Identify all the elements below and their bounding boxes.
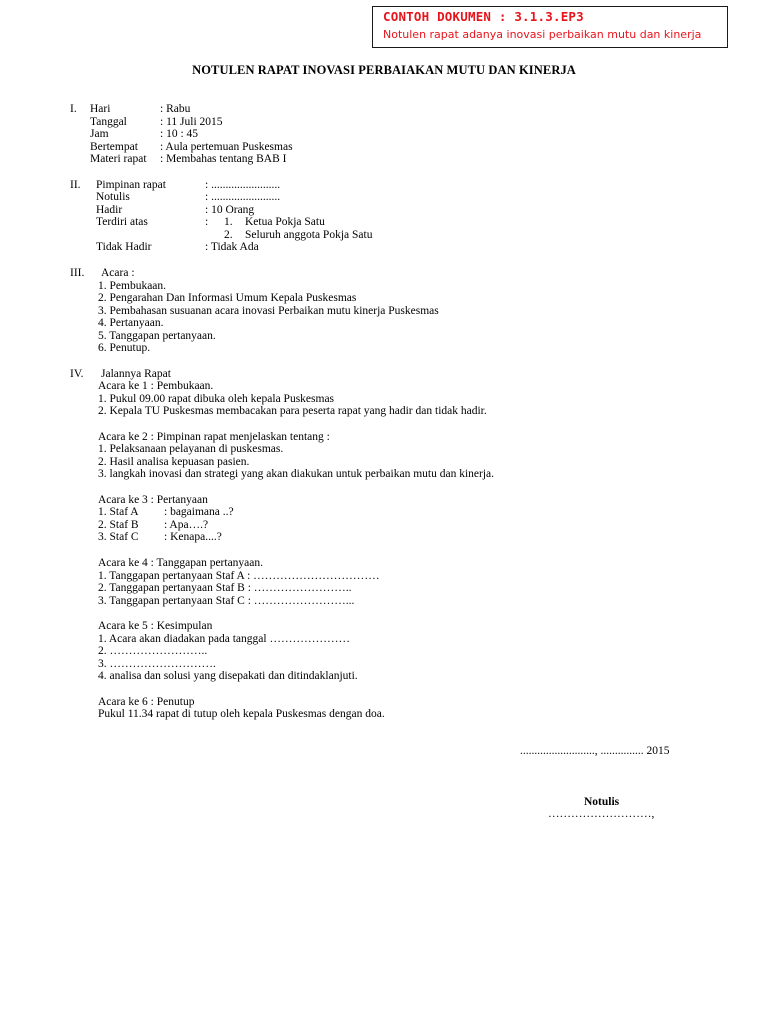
staff-label: 2. Staf B [98,519,139,531]
acara-5-title: Acara ke 5 : Kesimpulan [98,620,213,632]
acara-6-line: Pukul 11.34 rapat di tutup oleh kepala Puskesmas dengan doa. [98,708,385,720]
field-value: : Membahas tentang BAB I [160,153,287,165]
staff-question: : bagaimana ..? [164,506,234,518]
member-name: Ketua Pokja Satu [245,216,325,228]
member-number: 2. [224,229,233,241]
acara-2-title: Acara ke 2 : Pimpinan rapat menjelaskan tentang : [98,431,330,443]
acara-2-line: 3. langkah inovasi dan strategi yang akan diakukan untuk perbaikan mutu dan kinerja. [98,468,494,480]
agenda-item: 6. Penutup. [98,342,151,354]
section-4-numeral: IV. [70,368,84,380]
section-1-numeral: I. [70,103,77,115]
agenda-item: 3. Pembahasan susuanan acara inovasi Perbaikan mutu kinerja Puskesmas [98,305,439,317]
staff-question: : Apa….? [164,519,209,531]
section-3-numeral: III. [70,267,85,279]
staff-label: 3. Staf C [98,531,139,543]
section-2-numeral: II. [70,179,81,191]
field-value: : ........................ [205,191,281,203]
staff-question: : Kenapa....? [164,531,222,543]
acara-4-line: 1. Tanggapan pertanyaan Staf A : …………………………… [98,570,380,582]
field-value: : Tidak Ada [205,241,259,253]
acara-4-line: 2. Tanggapan pertanyaan Staf B : …………………….. [98,582,352,594]
field-label: Jam [90,128,109,140]
document-code-description: Notulen rapat adanya inovasi perbaikan mutu dan kinerja [383,28,702,41]
section-3-heading: Acara : [101,267,135,279]
field-label: Notulis [96,191,130,203]
agenda-item: 5. Tanggapan pertanyaan. [98,330,216,342]
member-name: Seluruh anggota Pokja Satu [245,229,373,241]
field-value: : 10 Orang [205,204,255,216]
acara-5-line: 4. analisa dan solusi yang disepakati dan ditindaklanjuti. [98,670,358,682]
agenda-item: 4. Pertanyaan. [98,317,164,329]
field-value: : Rabu [160,103,191,115]
acara-1-line: 2. Kepala TU Puskesmas membacakan para peserta rapat yang hadir dan tidak hadir. [98,405,487,417]
field-value: : 10 : 45 [160,128,199,140]
document-code-box [372,6,728,48]
field-label: Bertempat [90,141,138,153]
agenda-item: 1. Pembukaan. [98,280,167,292]
acara-5-line: 3. ………………………. [98,658,216,670]
signature-role: Notulis [584,796,620,808]
field-value: : ........................ [205,179,281,191]
field-value: : 11 Juli 2015 [160,116,223,128]
acara-3-title: Acara ke 3 : Pertanyaan [98,494,208,506]
staff-label: 1. Staf A [98,506,139,518]
agenda-item: 2. Pengarahan Dan Informasi Umum Kepala Puskesmas [98,292,357,304]
field-label: Tidak Hadir [96,241,152,253]
acara-5-line: 2. …………………….. [98,645,208,657]
field-label: Pimpinan rapat [96,179,166,191]
member-number: 1. [224,216,233,228]
place-date: .........................., ............... 2015 [520,745,670,757]
field-label: Materi rapat [90,153,147,165]
field-label: Hadir [96,204,123,216]
acara-4-title: Acara ke 4 : Tanggapan pertanyaan. [98,557,264,569]
document-title: NOTULEN RAPAT INOVASI PERBAIAKAN MUTU DAN KINERJA [192,63,576,77]
acara-4-line: 3. Tanggapan pertanyaan Staf C : ……………………... [98,595,355,607]
field-label: Tanggal [90,116,127,128]
document-code: CONTOH DOKUMEN : 3.1.3.EP3 [383,9,584,24]
acara-6-title: Acara ke 6 : Penutup [98,696,195,708]
field-value: : [205,216,209,228]
acara-2-line: 2. Hasil analisa kepuasan pasien. [98,456,250,468]
acara-5-line: 1. Acara akan diadakan pada tanggal ………………… [98,633,350,645]
acara-1-line: 1. Pukul 09.00 rapat dibuka oleh kepala Puskesmas [98,393,335,405]
acara-2-line: 1. Pelaksanaan pelayanan di puskesmas. [98,443,284,455]
acara-1-title: Acara ke 1 : Pembukaan. [98,380,214,392]
field-label: Hari [90,103,111,115]
signature-name-blank: ………………………, [548,808,655,820]
field-label: Terdiri atas [96,216,148,228]
field-value: : Aula pertemuan Puskesmas [160,141,293,153]
section-4-heading: Jalannya Rapat [101,368,171,380]
